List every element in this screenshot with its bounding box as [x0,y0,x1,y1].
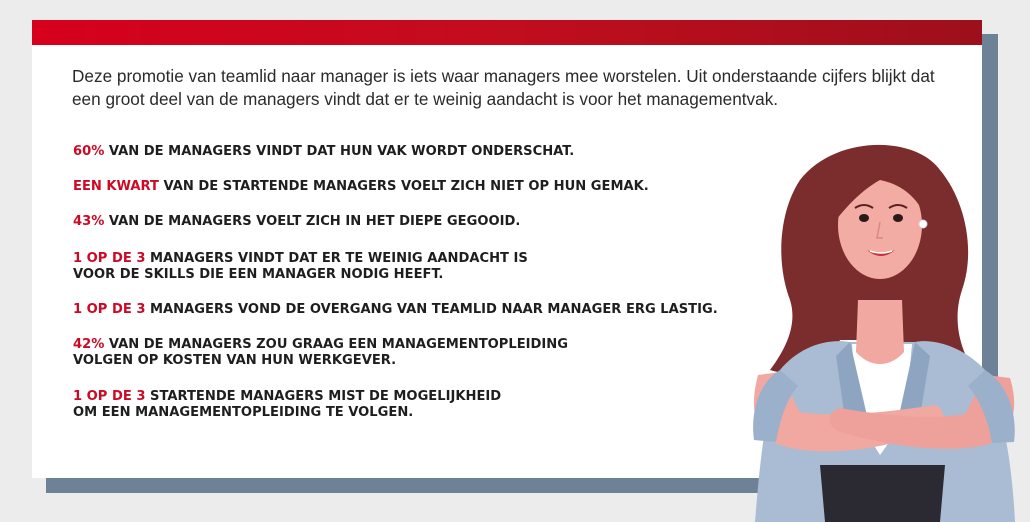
stat-text: MANAGERS VOND DE OVERGANG VAN TEAMLID NAAR MANAGER ERG LASTIG. [145,302,718,317]
stat-item [73,302,718,318]
stat-text-line2: VOLGEN OP KOSTEN VAN HUN WERKGEVER. [73,353,397,368]
stat-item [73,214,520,230]
intro-text: Deze promotie van teamlid naar manager is iets waar managers mee worstelen. Uit onderstaande cijfers blijkt dat een groot deel van de managers vindt dat er te weinig aandacht is voor het managementvak. [72,66,935,109]
stat-item [73,251,528,283]
stat-text-line2: OM EEN MANAGEMENTOPLEIDING TE VOLGEN. [73,405,414,420]
stat-text: VAN DE MANAGERS VINDT DAT HUN VAK WORDT ONDERSCHAT. [104,144,575,159]
stat-text-line2: VOOR DE SKILLS DIE EEN MANAGER NODIG HEEFT. [73,267,444,282]
header-bar [32,20,982,45]
stat-highlight: 1 OP DE 3 [73,389,146,404]
stat-item [73,337,568,369]
stat-text: VAN DE MANAGERS VOELT ZICH IN HET DIEPE GEGOOID. [104,214,521,229]
stat-text: STARTENDE MANAGERS MIST DE MOGELIJKHEID [145,389,502,404]
stat-highlight: 60% [73,144,105,159]
stat-text: VAN DE MANAGERS ZOU GRAAG EEN MANAGEMENTOPLEIDING [104,337,568,352]
stat-highlight: 42% [73,337,105,352]
stat-item [73,179,649,195]
stat-highlight: EEN KWART [73,179,159,194]
stat-highlight: 1 OP DE 3 [73,251,146,266]
stat-text: MANAGERS VINDT DAT ER TE WEINIG AANDACHT IS [145,251,528,266]
stat-highlight: 43% [73,214,105,229]
stat-item [73,389,501,421]
stat-item [73,144,574,160]
stat-highlight: 1 OP DE 3 [73,302,146,317]
stat-text: VAN DE STARTENDE MANAGERS VOELT ZICH NIET OP HUN GEMAK. [158,179,649,194]
woman-illustration [740,120,1030,522]
